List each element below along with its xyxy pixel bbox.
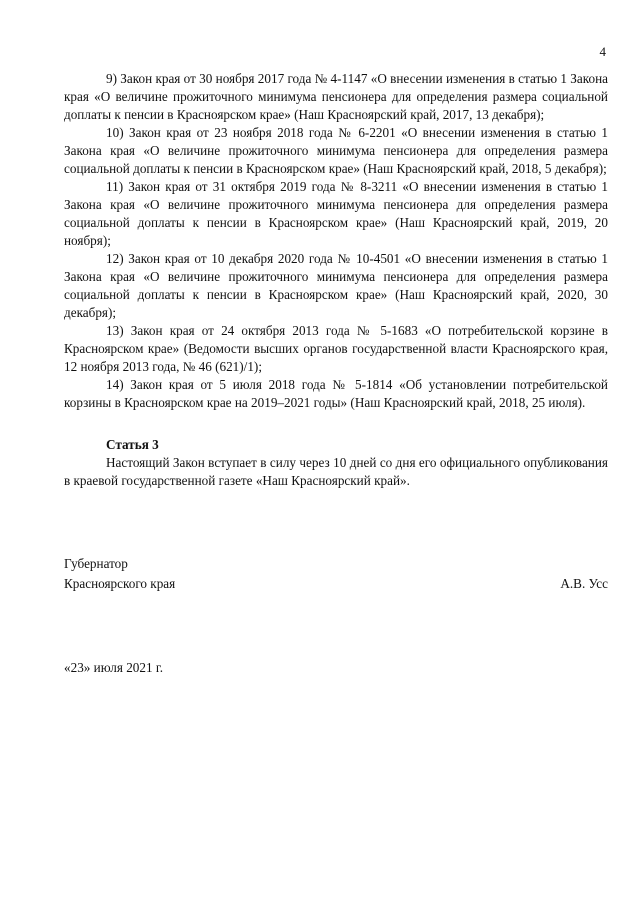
list-item-9: 9) Закон края от 30 ноября 2017 года № 4-1147 «О внесении изменения в статью 1 Закона края «О величине прожиточного минимума пенсионера для определения размера социальной доплаты к пенсии в Красноярском крае» (Наш Красноярский край, 2017, 13 декабря); [64,71,608,122]
signatory-name: А.В. Усс [560,576,608,591]
signatory-position-line1: Губернатор [64,556,128,571]
article-3-title: Статья 3 [106,437,159,452]
list-item-10: 10) Закон края от 23 ноября 2018 года № 6-2201 «О внесении изменения в статью 1 Закона края «О величине прожиточного минимума пенсионера для определения размера социальной доплаты к пенсии в Красноярском крае» (Наш Красноярский край, 2018, 5 декабря); [64,125,608,176]
list-item-14: 14) Закон края от 5 июля 2018 года № 5-1814 «Об установлении потребительской корзины в Красноярском крае на 2019–2021 годы» (Наш Красноярский край, 2018, 25 июля). [64,377,608,410]
document-body [64,70,608,490]
signatory-position-line2: Красноярского края [64,576,176,591]
list-item-11: 11) Закон края от 31 октября 2019 года № 8-3211 «О внесении изменения в статью 1 Закона края «О величине прожиточного минимума пенсионера для определения размера социальной доплаты к пенсии в Красноярском крае» (Наш Красноярский край, 2019, 20 ноября); [64,179,608,248]
article-3-text: Настоящий Закон вступает в силу через 10 дней со дня его официального опубликования в краевой государственной газете «Наш Красноярский край». [64,455,608,488]
list-item-13: 13) Закон края от 24 октября 2013 года № 5-1683 «О потребительской корзине в Красноярском крае» (Ведомости высших органов государственной власти Красноярского края, 12 ноября 2013 года, № 46 (621)/1); [64,323,608,374]
signing-date: «23» июля 2021 г. [64,660,164,675]
signature-block [64,554,608,594]
list-item-12: 12) Закон края от 10 декабря 2020 года № 10-4501 «О внесении изменения в статью 1 Закона края «О величине прожиточного минимума пенсионера для определения размера социальной доплаты к пенсии в Красноярском крае» (Наш Красноярский край, 2020, 30 декабря); [64,251,608,320]
signature-row [64,574,608,594]
page-number: 4 [599,44,606,59]
